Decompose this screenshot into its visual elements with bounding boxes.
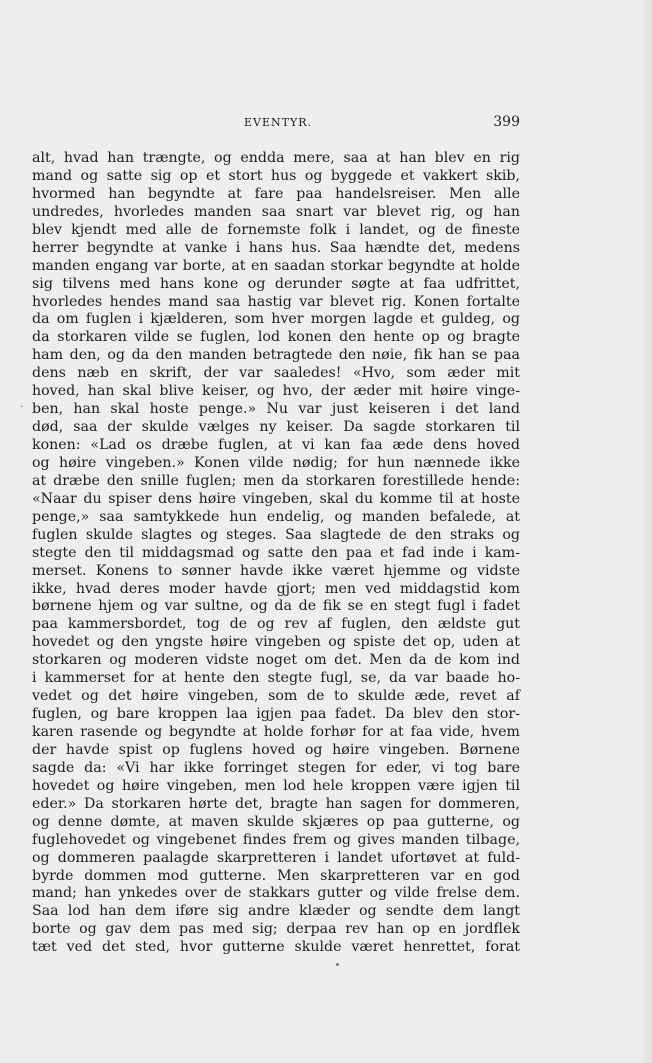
text-line: og dommeren paalagde skarpretteren i landet ufortøvet at fuld- [32, 849, 520, 866]
text-line: ham den, og da den manden betragtede den nøie, fik han se paa [32, 347, 520, 364]
text-line: manden engang var borte, at en saadan storkar begyndte at holde [32, 257, 520, 274]
text-line: «Naar du spiser dens høire vingeben, skal du komme til at hoste [32, 490, 520, 507]
text-line: alt, hvad han trængte, og endda mere, saa at han blev en rig [32, 150, 520, 166]
page-header [32, 114, 520, 134]
text-line: penge,» saa samtykkede hun endelig, og manden befalede, at [32, 508, 520, 525]
paper-speck [336, 963, 339, 966]
text-line: død, saa der skulde vælges ny keiser. Da sagde storkaren til [32, 419, 520, 436]
text-line: at dræbe den snille fuglen; men da storkaren forestillede hende: [32, 472, 520, 489]
page-number: 399 [493, 114, 520, 130]
text-line: fuglen skulde slagtes og steges. Saa slagtede de den straks og [32, 526, 520, 543]
text-line: børnene hjem og var sultne, og da de fik se en stegt fugl i fadet [32, 598, 520, 615]
page-edge-shadow [638, 0, 652, 1063]
text-line: tæt ved det sted, hvor gutterne skulde været henrettet, forat [32, 939, 520, 956]
text-line: ben, han skal hoste penge.» Nu var just keiseren i det land [32, 401, 520, 418]
text-line: ikke, hvad deres moder havde gjort; men ved middagstid kom [32, 580, 520, 597]
margin-mark: · [20, 402, 24, 413]
text-line: Saa lod han dem iføre sig andre klæder og sendte dem langt [32, 903, 520, 920]
text-line: hoved, han skal blive keiser, og hvo, der æder mit høire vinge- [32, 383, 520, 400]
text-line: stegte den til middagsmad og satte den paa et fad inde i kam- [32, 544, 520, 561]
text-line: blev kjendt med alle de fornemste folk i landet, og de fineste [32, 221, 520, 238]
text-line: mand og satte sig op et stort hus og byggede et vakkert skib, [32, 167, 520, 184]
text-line: dens næb en skrift, der var saaledes! «Hvo, som æder mit [32, 365, 520, 382]
text-line: hvormed han begyndte at fare paa handelsreiser. Men alle [32, 185, 520, 202]
text-line: konen: «Lad os dræbe fuglen, at vi kan faa æde dens hoved [32, 437, 520, 453]
text-line: i kammerset for at hente den stegte fugl, se, da var baade ho- [32, 670, 520, 687]
text-line: herrer begyndte at vanke i hans hus. Saa hændte det, medens [32, 239, 520, 256]
text-line: da om fuglen i kjælderen, som hver morgen lagde et guldeg, og [32, 311, 520, 328]
text-line: der havde spist op fuglens hoved og høire vingeben. Børnene [32, 741, 520, 758]
text-line: sagde da: «Vi har ikke forringet stegen for eder, vi tog bare [32, 759, 520, 776]
text-line: paa kammersbordet, tog de og rev af fuglen, den ældste gut [32, 616, 520, 633]
text-line: da storkaren vilde se fuglen, lod konen den hente op og bragte [32, 329, 520, 346]
text-line: merset. Konens to sønner havde ikke været hjemme og vidste [32, 562, 520, 579]
text-line: undredes, hvorledes manden saa snart var blevet rig, og han [32, 203, 520, 220]
text-line: og høire vingeben.» Konen vilde nødig; for hun nænnede ikke [32, 454, 520, 471]
text-line: mand; han ynkedes over de stakkars gutter og vilde frelse dem. [32, 885, 520, 902]
text-line: eder.» Da storkaren hørte det, bragte han sagen for dommeren, [32, 795, 520, 812]
text-line: sig tilvens med hans kone og derunder søgte at faa udfrittet, [32, 275, 520, 292]
text-line: byrde dommen mod gutterne. Men skarpretteren var en god [32, 867, 520, 884]
text-line: fuglehovedet og vingebenet findes frem og gives manden tilbage, [32, 831, 520, 848]
running-title: EVENTYR. [244, 116, 313, 129]
text-line: borte og gav dem pas med sig; derpaa rev han op en jordflek [32, 921, 520, 938]
text-line: storkaren og moderen vidste noget om det. Men da de kom ind [32, 652, 520, 669]
text-line: fuglen, og bare kroppen laa igjen paa fadet. Da blev den stor- [32, 706, 520, 723]
text-line: hovedet og høire vingeben, men lod hele kroppen være igjen til [32, 777, 520, 794]
text-line: hvorledes hendes mand saa hastig var blevet rig. Konen fortalte [32, 293, 520, 310]
text-line: hovedet og den yngste høire vingeben og spiste det op, uden at [32, 634, 520, 651]
body-text [32, 150, 520, 957]
text-line: karen rasende og begyndte at holde forhør for at faa vide, hvem [32, 724, 520, 740]
text-line: vedet og det høire vingeben, som de to skulde æde, revet af [32, 688, 520, 705]
text-line: og denne dømte, at maven skulde skjæres op paa gutterne, og [32, 813, 520, 830]
